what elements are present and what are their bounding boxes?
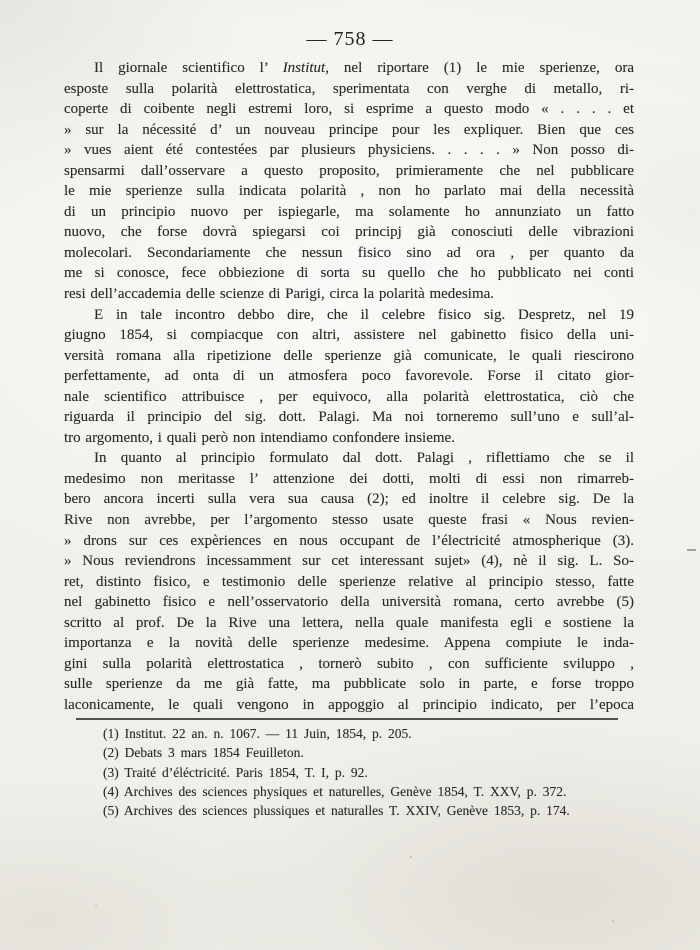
text-line: In quanto al principio formulato dal dott. Palagi , riflettiamo che se il [94, 450, 634, 467]
text-line: » sur la nécessité d’ un nouveau principe pour les expliquer. Bien que ces [64, 121, 634, 138]
text-line: laconicamente, le quali vengono in appoggio al principio indicato, per l’epoca [64, 696, 634, 713]
footnote: (1) Institut. 22 an. n. 1067. — 11 Juin, 1854, p. 205. [103, 726, 412, 741]
text-line: Rive non avrebbe, per l’argomento stesso usate queste frasi « Nous revien- [64, 512, 634, 529]
text-line: bero ancora incerti sulla vera sua causa (2); ed inoltre il celebre sig. De la [64, 491, 634, 508]
text-line: » Nous reviendrons incessamment sur cet interessant sujet» (4), nè il sig. L. So- [64, 553, 634, 570]
journal-title-italic: Institut, [282, 60, 329, 76]
text-line: molecolari. Secondariamente che nessun fisico sino ad ora , per quanto da [64, 244, 634, 261]
footnote: (2) Debats 3 mars 1854 Feuilleton. [103, 745, 304, 761]
page-number: — 758 — [306, 28, 394, 50]
text-line: perfettamente, ad onta di un atmosfera poco favorevole. Forse il citato gior- [64, 368, 634, 385]
text-line: » drons sur ces expèriences en nous occupant de l’électricité atmospherique (3). [64, 532, 634, 549]
footnotes [103, 724, 623, 820]
text-line: » vues aient été contestées par plusieurs physiciens. . . . . » Non posso di- [64, 142, 634, 159]
paper-speck [410, 856, 412, 858]
text-line: esposte sulla polarità elettrostatica, sperimentata con verghe di metallo, ri- [64, 80, 634, 97]
body-text [64, 58, 634, 716]
paper-speck [95, 905, 97, 907]
text-line: nuovo, che forse dovrà spiegarsi coi principj già conosciuti delle vibrazioni [64, 224, 634, 241]
text-line: ret, distinto fisico, e testimonio delle sperienze relative al principio stesso, fatte [64, 573, 634, 590]
line-part: nel riportare (1) le mie sperienze, ora [328, 60, 634, 76]
text-line: le mie sperienze sulla indicata polarità , non ho parlato mai della necessità [64, 183, 634, 200]
text-line: nale scientifico attribuisce , per equivoco, alla polarità elettrostatica, ciò che [64, 388, 634, 405]
paper-speck [612, 920, 614, 922]
footnote: (5) Archives des sciences plussiques et naturalles T. XXIV, Genève 1853, p. 174. [103, 803, 570, 819]
footnote: (4) Archives des sciences physiques et naturelles, Genève 1854, T. XXV, p. 372. [103, 783, 567, 799]
text-line: me si conosce, fece obbiezione di sorta su quello che ho pubblicato nei conti [64, 265, 634, 282]
text-line: importanza e la novità delle sperienze medesime. Appena compiute le inda- [64, 635, 634, 652]
text-line: sulle sperienze da me già fatte, ma pubblicate solo in parte, e forse troppo [64, 676, 634, 693]
scan-artifact [687, 549, 696, 551]
text-line: resi dell’accademia delle scienze di Parigi, circa la polarità medesima. [64, 286, 495, 303]
text-line [64, 58, 634, 79]
text-line: nel gabinetto fisico e nell’osservatorio della università romana, certo avrebbe (5) [64, 594, 634, 611]
line-part: Il giornale scientifico l’ [94, 60, 283, 76]
text-line: scritto al prof. De la Rive una lettera, nella quale manifesta egli e sostiene la [64, 614, 634, 631]
footnote: (3) Traité d’éléctricité. Paris 1854, T. I, p. 92. [103, 764, 368, 780]
text-line: spensarmi dall’osservare a questo proposito, primieramente che nel pubblicare [64, 162, 634, 179]
text-line: medesimo non meritasse l’ attenzione dei dotti, molti di essi non rimarreb- [64, 470, 634, 487]
text-line: gini sulla polarità elettrostatica , tornerò subito , con sufficiente sviluppo , [64, 655, 634, 672]
text-line: coperte di coibente negli estremi loro, si esprime a questo modo « . . . . et [64, 101, 634, 118]
text-line: versità romana alla ripetizione delle sperienze già comunicate, le quali riescirono [64, 347, 634, 364]
text-line: di un principio nuovo per ispiegarle, ma solamente ho annunziato un fatto [64, 203, 634, 220]
text-line: E in tale incontro debbo dire, che il celebre fisico sig. Despretz, nel 19 [94, 306, 634, 323]
text-line: tro argomento, i quali però non intendiamo confondere insieme. [64, 429, 455, 446]
footnote-rule [76, 718, 618, 720]
text-line: riguarda il principio del sig. dott. Palagi. Ma noi torneremo sull’uno e sull’al- [64, 409, 634, 426]
text-line: giugno 1854, si compiacque con altri, assistere nel gabinetto fisico della uni- [64, 327, 634, 344]
